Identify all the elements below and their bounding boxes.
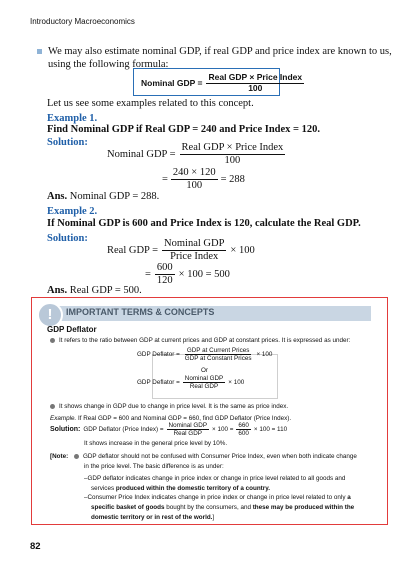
solution-multiplier: × 100 = (212, 426, 234, 434)
terms-example-line (50, 415, 291, 422)
example-2-question: If Nominal GDP is 600 and Price Index is 120, calculate the Real GDP. (47, 218, 361, 229)
shows-change-text: It shows change in GDP due to change in price level. It is the same as price index. (59, 403, 289, 410)
terms-heading: IMPORTANT TERMS & CONCEPTS (66, 307, 215, 317)
formula-fraction (206, 73, 304, 94)
eq-fraction (180, 142, 286, 167)
eq-multiplier: × 100 (230, 245, 255, 257)
example-2-equation-2 (145, 262, 230, 287)
answer-text: Nominal GDP = 288. (69, 191, 160, 202)
formula-denominator: Real GDP (189, 383, 219, 391)
page-number: 82 (30, 541, 41, 552)
example-text: If Real GDP = 600 and Nominal GDP = 660, find GDP Deflator (Price Index). (78, 415, 292, 422)
eq-lhs: Real GDP = (107, 245, 159, 257)
formula-numerator: Nominal GDP (184, 375, 224, 382)
solution-denominator: 600 (238, 430, 249, 438)
example-1-equation-2 (162, 167, 245, 192)
example-1-answer (47, 191, 159, 202)
deflator-formula-2 (137, 375, 244, 390)
eq-result: × 100 = 500 (178, 269, 230, 281)
terms-definition (50, 337, 350, 344)
eq-denominator: 100 (224, 155, 241, 167)
dash-2-line-2: bought by the consumers, and (164, 504, 253, 511)
eq-denominator: 120 (156, 275, 173, 287)
deflator-formula-1 (137, 347, 272, 362)
solution-result: × 100 = 110 (253, 426, 288, 434)
intro-line-1: We may also estimate nominal GDP, if real GDP and price index are known to us, (48, 46, 392, 57)
solution-numerator: 660 (238, 422, 249, 429)
formula-multiplier: × 100 (228, 379, 245, 387)
formula-lhs: GDP Deflator = (137, 351, 180, 359)
dash-2-line-3-end: ] (212, 514, 215, 521)
note-line-1: GDP deflator should not be confused with Consumer Price Index, even when both indicate change (82, 453, 357, 460)
bullet-square-icon (37, 49, 42, 54)
eq-fraction (155, 262, 175, 287)
formula-numerator: Real GDP × Price Index (208, 71, 303, 82)
eq-fraction (171, 167, 218, 192)
eq-numerator: 600 (155, 262, 175, 275)
example-1-label: Example 1. (47, 113, 98, 124)
formula-lhs: Nominal GDP = (141, 78, 203, 88)
solution-denominator: Real GDP (173, 430, 202, 438)
terms-solution (50, 422, 287, 437)
exclamation-icon: ! (37, 302, 63, 328)
dash-1-line-2: services (91, 485, 116, 492)
eq-equals: = (145, 269, 151, 281)
solution-note: It shows increase in the general price level by 10%. (84, 440, 228, 447)
eq-result: = 288 (220, 174, 245, 186)
solution-lhs: GDP Deflator (Price Index) = (83, 426, 164, 434)
eq-denominator: 100 (186, 180, 203, 192)
bullet-dot-icon (74, 454, 79, 459)
dash-1-line-1: –GDP deflator indicates change in price index or change in price level related to all goods and (84, 475, 346, 482)
formula-fraction (183, 347, 254, 362)
formula-lhs: GDP Deflator = (137, 379, 180, 387)
or-label: Or (201, 367, 208, 374)
intro-line-2: using the following formula: (48, 59, 169, 70)
solution-numerator: Nominal GDP (168, 422, 208, 429)
dash-2-line-2-bold-2: these may be produced within the (252, 504, 355, 511)
formula-numerator: GDP at Current Prices (186, 347, 250, 354)
examples-intro-line: Let us see some examples related to this concept. (47, 98, 254, 109)
bullet-dot-icon (50, 338, 55, 343)
note-block (50, 452, 357, 472)
example-2-answer (47, 285, 142, 296)
example-2-equation-1 (107, 238, 255, 263)
note-dash-1 (84, 474, 345, 494)
eq-numerator: Nominal GDP (162, 238, 226, 251)
answer-label: Ans. (47, 191, 68, 202)
terms-subheading: GDP Deflator (47, 325, 97, 334)
nominal-gdp-formula (141, 71, 304, 95)
note-line-2: in the price level. The basic difference is as under: (84, 463, 224, 470)
running-title: Introductory Macroeconomics (30, 17, 135, 26)
solution-label: Solution: (50, 426, 81, 434)
formula-denominator: 100 (248, 82, 263, 93)
solution-fraction-1 (167, 422, 210, 437)
solution-fraction-2 (236, 422, 251, 437)
example-2-label: Example 2. (47, 206, 98, 217)
dash-2-line-3-bold: domestic territory or in rest of the world. (91, 514, 213, 521)
answer-text: Real GDP = 500. (69, 285, 142, 296)
formula-multiplier: × 100 (256, 351, 273, 359)
formula-denominator: GDP at Constant Prices (184, 355, 252, 363)
eq-fraction (162, 238, 226, 263)
dash-2-line-1-bold: a (347, 494, 351, 501)
example-2-solution-label: Solution: (47, 233, 88, 244)
eq-equals: = (162, 174, 168, 186)
answer-label: Ans. (47, 285, 68, 296)
example-1-solution-label: Solution: (47, 137, 88, 148)
dash-1-line-2-bold: produced within the domestic territory of a country. (115, 485, 271, 492)
shows-change-line (50, 403, 288, 410)
example-1-equation-1 (107, 142, 285, 167)
note-label: [Note: (50, 453, 69, 460)
formula-fraction (183, 375, 226, 390)
eq-numerator: 240 × 120 (171, 167, 218, 180)
example-1-question: Find Nominal GDP if Real GDP = 240 and Price Index = 120. (47, 124, 321, 135)
definition-text: It refers to the ratio between GDP at current prices and GDP at constant prices. It is expressed as under: (59, 337, 351, 344)
bullet-dot-icon (50, 404, 55, 409)
note-dash-2 (84, 493, 354, 523)
example-label: Example. (50, 415, 77, 422)
eq-denominator: Price Index (170, 251, 219, 263)
eq-numerator: Real GDP × Price Index (180, 142, 286, 155)
eq-lhs: Nominal GDP = (107, 149, 176, 161)
dash-2-line-2-bold-1: specific basket of goods (91, 504, 165, 511)
dash-2-line-1: –Consumer Price Index indicates change in price index or change in price level related to only (84, 494, 348, 501)
